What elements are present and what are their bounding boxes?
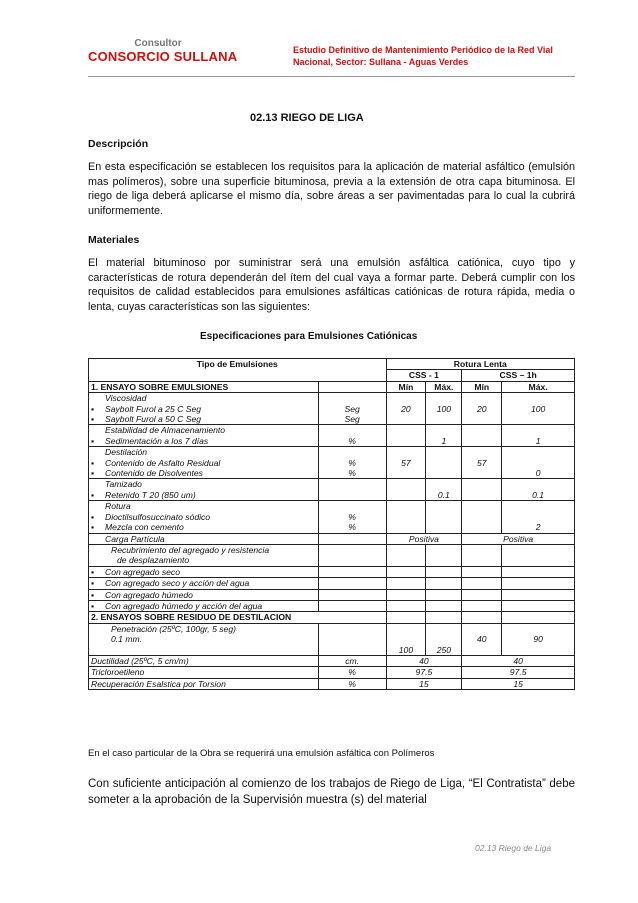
- value-cell: 1: [441, 435, 447, 446]
- unit-pct: %: [318, 678, 386, 689]
- page-footer: 02.13 Riego de Liga: [475, 843, 552, 853]
- agr-humedo-agua-label: ▪ Con agregado húmedo y acción del agua: [91, 601, 316, 611]
- value-cell: 40: [476, 634, 487, 645]
- disolventes-label: ▪ Contenido de Disolventes: [91, 468, 316, 478]
- section-title: 02.13 RIEGO DE LIGA: [250, 112, 364, 124]
- table-row: [89, 533, 575, 544]
- sedimentacion-label: ▪ Sedimentación a los 7 días: [91, 436, 316, 446]
- table-row: [89, 393, 575, 425]
- header-rotura: Rotura Lenta: [386, 359, 575, 370]
- table-row: [89, 578, 575, 589]
- value-cell: 97.5: [462, 667, 575, 678]
- table-row: [89, 544, 575, 566]
- table-row: [89, 600, 575, 611]
- unit-pct: %: [318, 667, 386, 678]
- materiales-heading: Materiales: [88, 234, 140, 246]
- table-row: [89, 589, 575, 600]
- value-cell: 250: [426, 623, 462, 655]
- destilacion-label: Destilación: [105, 447, 148, 458]
- header-divider: [88, 76, 575, 77]
- logo-consultor-label: Consultor: [134, 38, 182, 49]
- value-cell: 20: [476, 403, 487, 414]
- unit-pct: %: [348, 511, 356, 522]
- estabilidad-label: Estabilidad de Almacenamiento: [105, 425, 226, 436]
- min-label: Mín: [386, 381, 426, 392]
- logo-company-name: CONSORCIO SULLANA: [88, 49, 238, 64]
- polymer-note: En el caso particular de la Obra se requerirá una emulsión asfáltica con Polímeros: [88, 748, 435, 759]
- value-cell: 1: [535, 435, 541, 446]
- table-row: [89, 566, 575, 577]
- penetracion-label: Penetración (25ºC, 100gr, 5 seg): [111, 623, 236, 634]
- penetracion-unit: 0.1 mm.: [111, 634, 143, 645]
- value-cell: 0.1: [437, 489, 450, 500]
- unit-pct: %: [348, 435, 356, 446]
- unit-pct: %: [348, 522, 356, 533]
- unit-seg: Seg: [344, 403, 360, 414]
- agr-seco-label: ▪ Con agregado seco: [91, 567, 316, 577]
- descripcion-paragraph: En esta especificación se establecen los requisitos para la aplicación de material asfáltico (emulsión mas polímeros), sobre una superficie bituminosa, previa a la extensión de otra capa bituminosa. El riego de liga deberá aplicarse el mismo día, sobre áreas a ser pavimentadas para lo cual la cubrirá uniformemente.: [88, 161, 575, 217]
- table-row: [89, 381, 575, 392]
- value-cell: Positiva: [462, 533, 575, 544]
- ductilidad-label: Ductilidad (25ºC, 5 cm/m): [89, 655, 319, 666]
- table-title: Especificaciones para Emulsiones Catiónicas: [200, 331, 418, 342]
- header-tipo: Tipo de Emulsiones: [89, 359, 387, 382]
- consultant-logo: [88, 38, 238, 64]
- value-cell: 20: [401, 403, 411, 414]
- table-row: [89, 612, 575, 623]
- agr-humedo-label: ▪ Con agregado húmedo: [91, 590, 316, 600]
- header-css1: CSS - 1: [386, 370, 462, 381]
- tricloro-label: Tricloroetileno: [89, 667, 319, 678]
- header-css1h: CSS – 1h: [462, 370, 575, 381]
- value-cell: 0: [535, 468, 541, 479]
- section-1-label: 1. ENSAYO SOBRE EMULSIONES: [89, 381, 319, 392]
- value-cell: 57: [476, 457, 487, 468]
- carga-label: Carga Partícula: [105, 533, 165, 544]
- value-cell: 2: [535, 522, 541, 533]
- table-row: [89, 667, 575, 678]
- study-title: [293, 44, 593, 68]
- table-row: [89, 655, 575, 666]
- value-cell: Positiva: [386, 533, 462, 544]
- unit-pct: %: [348, 468, 356, 479]
- section-2-label: 2. ENSAYOS SOBRE RESIDUO DE DESTILACION: [89, 612, 387, 623]
- value-cell: 100: [436, 403, 452, 414]
- retenido-label: ▪ Retenido T 20 (850 um): [91, 490, 316, 500]
- recuperacion-label: Recuperación Esalstica por Torsion: [89, 678, 319, 689]
- value-cell: 97.5: [386, 667, 462, 678]
- unit-cm: cm.: [318, 655, 386, 666]
- recubrimiento-label-cont: de desplazamiento: [117, 555, 190, 566]
- min-label: Mín: [462, 381, 502, 392]
- study-title-line1: Estudio Definitivo de Mantenimiento Periódico de la Red Vial: [293, 45, 553, 55]
- saybolt50-label: ▪ Saybolt Furol a 50 C Seg: [91, 414, 316, 424]
- viscosidad-label: Viscosidad: [105, 393, 147, 404]
- study-title-line2: Nacional, Sector: Sullana - Aguas Verdes: [293, 57, 469, 67]
- closing-paragraph: Con suficiente anticipación al comienzo de los trabajos de Riego de Liga, “El Contratista” debe someter a la aprobación de la Supervisión muestra (s) del material: [88, 778, 575, 806]
- recubrimiento-label: Recubrimiento del agregado y resistencia: [111, 544, 270, 555]
- asfalto-label: ▪ Contenido de Asfalto Residual: [91, 458, 316, 468]
- value-cell: 57: [401, 457, 411, 468]
- agr-seco-agua-label: ▪ Con agregado seco y acción del agua: [91, 578, 316, 588]
- value-cell: 15: [462, 678, 575, 689]
- unit-pct: %: [348, 457, 356, 468]
- saybolt25-label: ▪ Saybolt Furol a 25 C Seg: [91, 404, 316, 414]
- value-cell: 90: [533, 634, 543, 645]
- materiales-paragraph: El material bituminoso por suministrar será una emulsión asfáltica catiónica, cuyo tipo y características de rotura dependerán del ítem del cual vaya a formar parte. Deberá cumplir con los requisitos de calidad establecidos para emulsiones asfálticas catiónicas de rotura rápida, media o lenta, cuyas características son las siguientes:: [88, 257, 575, 313]
- table-row: [89, 479, 575, 501]
- max-label: Máx.: [426, 381, 462, 392]
- value-cell: 15: [386, 678, 462, 689]
- table-row: [89, 447, 575, 479]
- table-row: [89, 501, 575, 533]
- mezcla-label: ▪ Mezcla con cemento: [91, 522, 316, 532]
- unit-seg: Seg: [344, 414, 360, 425]
- table-row: [89, 425, 575, 447]
- rotura-label: Rotura: [105, 501, 131, 512]
- max-label: Máx.: [502, 381, 575, 392]
- value-cell: 40: [462, 655, 575, 666]
- dioctil-label: ▪ Dioctilsulfosuccinato sódico: [91, 512, 316, 522]
- value-cell: 100: [386, 623, 426, 655]
- table-row: [89, 678, 575, 689]
- tamizado-label: Tamizado: [105, 479, 142, 490]
- value-cell: 40: [386, 655, 462, 666]
- table-row: [89, 623, 575, 655]
- value-cell: 100: [530, 403, 546, 414]
- value-cell: 0.1: [532, 489, 545, 500]
- descripcion-heading: Descripción: [88, 138, 149, 150]
- table-header-row: [89, 359, 575, 370]
- emulsion-spec-table: [88, 358, 575, 690]
